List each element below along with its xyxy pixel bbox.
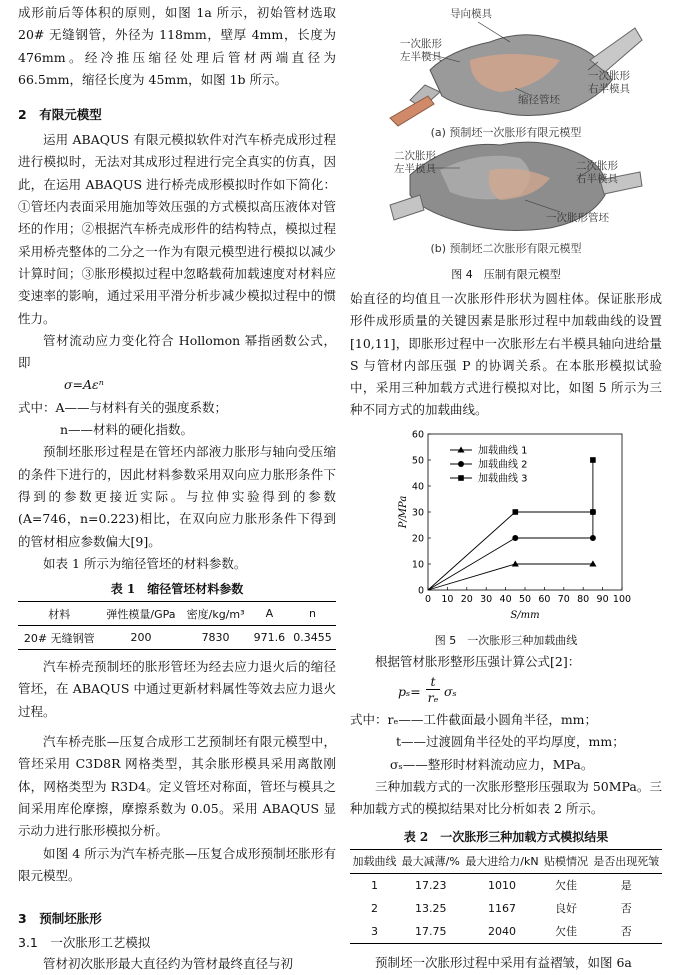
right-column <box>350 288 662 974</box>
legend-marker <box>458 475 464 481</box>
paragraph: 运用 ABAQUS 有限元模拟软件对汽车桥壳成形过程进行模拟时，无法对其成形过程进行完全真实的仿真，因此，在运用 ABAQUS 进行桥壳成形模拟时作如下简化：①管坯内表面采用施加等效压强的方式模拟高压液体对管坯的作用；②根据汽车桥壳成形件的结构特点，模拟过程采用桥壳整体的二分之一作为有限元模型进行模拟以减少计算时间；③胀形模拟过程中忽略载荷加载速度对材料应变速率的影响，通过采用平滑分析步减少模拟过程中的惯性力。 <box>18 132 336 326</box>
x-tick-label: 70 <box>557 593 570 605</box>
table-cell: 1 <box>371 878 378 892</box>
y-tick-label: 0 <box>417 585 424 597</box>
table-header-cell: 贴模情况 <box>541 849 590 873</box>
data-point <box>512 560 519 566</box>
x-tick-label: 60 <box>538 593 551 605</box>
x-tick-label: 30 <box>480 593 493 605</box>
table-1-caption: 表 1 缩径管坯材料参数 <box>110 582 244 597</box>
x-tick-label: 40 <box>499 593 512 605</box>
table-row <box>350 873 662 897</box>
formula-hollomon: σ=Aεⁿ <box>64 377 104 393</box>
y-tick-label: 50 <box>411 455 424 467</box>
paragraph: 如图 4 所示为汽车桥壳胀—压复合成形预制坯胀形有限元模型。 <box>18 845 336 883</box>
table-header-cell: 密度/kg/m³ <box>181 602 249 626</box>
data-point <box>512 535 518 541</box>
label-left-die-b: 二次胀形 左半模具 <box>394 150 436 175</box>
formula-note: t——过渡圆角半径处的平均厚度，mm； <box>396 734 625 750</box>
x-tick-label: 0 <box>424 593 432 605</box>
table-header-cell: n <box>289 602 336 626</box>
y-tick-label: 30 <box>411 507 424 519</box>
label-tube-a: 缩径管坯 <box>518 94 560 106</box>
table-cell: 13.25 <box>415 901 447 915</box>
formula-note: 式中：A——与材料有关的强度系数； <box>18 399 228 415</box>
table-header-cell: 最大进给力/kN <box>463 849 542 873</box>
formula-note: σₛ——整形时材料流动应力，MPa。 <box>390 756 594 772</box>
table-header-cell: 最大减薄/% <box>399 849 462 873</box>
table-row <box>350 897 662 920</box>
paragraph: 始直径的均值且一次胀形件形状为圆柱体。保证胀形成形件成形质量的关键因素是胀形过程中加载曲线的设置[10,11]，即胀形过程中一次胀形左右半模具轴向进给量 S 与管材内部压强 P 的协调关系。在本胀形模拟试验中，采用三种加载方式进行模拟对比，如图 5 所示为三种不同方式的加载曲线。 <box>350 291 662 418</box>
formula-denominator: rₑ <box>427 690 439 706</box>
paragraph: 三种加载方式的一次胀形整形压强取为 50MPa。三种加载方式的模拟结果对比分析如表 2 所示。 <box>350 778 662 817</box>
x-tick-label: 100 <box>612 593 632 605</box>
data-point <box>590 457 596 463</box>
table-header-cell: 是否出现死皱 <box>590 849 662 873</box>
formula-numerator: t <box>426 674 440 690</box>
x-tick-label: 10 <box>441 593 454 605</box>
table-cell: 17.23 <box>415 878 447 892</box>
formula-note: 式中：rₑ——工件截面最小圆角半径，mm； <box>350 712 598 728</box>
paragraph: 管材流动应力变化符合 Hollomon 幂指函数公式，即 <box>18 332 336 371</box>
paragraph: 根据管材胀形整形压强计算公式[2]： <box>375 653 581 669</box>
paragraph: 如表 1 所示为缩径管坯的材料参数。 <box>43 555 247 571</box>
figure-5-caption: 图 5 一次胀形三种加载曲线 <box>434 633 578 647</box>
formula-note: n——材料的硬化指数。 <box>60 422 194 438</box>
intro-paragraph: 成形前后等体积的原则，如图 1a 所示，初始管材选取 20# 无缝钢管，外径为 118mm，壁厚 4mm，长度为 476mm。经冷推压缩径处理后管材两端直径为 66.5mm，缩径长度为 45mm，如图 1b 所示。 <box>18 5 336 87</box>
table-cell: 0.3455 <box>289 626 336 650</box>
y-tick-label: 60 <box>411 429 424 441</box>
figure-4a-caption: (a) 预制坯一次胀形有限元模型 <box>430 126 582 139</box>
loading-curve-chart <box>350 428 662 626</box>
table-header-cell: 加载曲线 <box>350 849 399 873</box>
figure-4 <box>350 0 662 290</box>
table-2-caption: 表 2 一次胀形三种加载方式模拟结果 <box>403 829 609 844</box>
label-right-die-a: 一次胀形 右半模具 <box>588 70 630 95</box>
data-point <box>590 535 596 541</box>
table-cell: 17.75 <box>399 920 462 944</box>
y-tick-label: 10 <box>411 559 424 571</box>
legend-label: 加载曲线 3 <box>478 473 528 485</box>
y-tick-label: 20 <box>411 533 424 545</box>
legend-marker <box>458 461 464 467</box>
formula-rhs: σₛ <box>444 684 457 700</box>
table-2 <box>350 849 662 944</box>
section-2-heading: 2 有限元模型 <box>18 107 102 123</box>
table-cell: 2040 <box>463 920 542 944</box>
label-left-die-a: 一次胀形 左半模具 <box>400 38 442 63</box>
paragraph: 汽车桥壳预制坯的胀形管坯为经去应力退火后的缩径管坯，在 ABAQUS 中通过更新材料属性等效去应力退火过程。 <box>18 659 336 719</box>
left-column <box>18 0 336 975</box>
paragraph: 预制坯胀形过程是在管坯内部液力胀形与轴向受压缩的条件下进行的，因此材料参数采用双向应力胀形条件下得到的参数更接近实际。与拉伸实验得到的参数(A=746，n=0.223)相比，在双向应力胀形条件下得到的管材相应参数偏大[9]。 <box>18 444 336 549</box>
table-cell: 2 <box>371 901 378 915</box>
formula-lhs: pₛ= <box>398 684 421 700</box>
paragraph: 预制坯一次胀形过程中采用有益褶皱，如图 6a <box>375 954 632 970</box>
x-axis-label: S/mm <box>510 609 540 621</box>
paragraph: 管材初次胀形最大直径约为管材最终直径与初 <box>43 956 294 972</box>
table-cell: 1010 <box>487 878 516 892</box>
table-cell: 欠佳 <box>541 920 590 944</box>
data-point <box>589 560 596 566</box>
table-cell: 200 <box>101 626 182 650</box>
legend-marker <box>458 446 465 452</box>
table-row <box>350 920 662 944</box>
legend-label: 加载曲线 2 <box>478 459 528 471</box>
y-tick-label: 40 <box>411 481 424 493</box>
x-tick-label: 80 <box>577 593 590 605</box>
table-row <box>18 626 336 650</box>
table-cell: 否 <box>590 920 662 944</box>
series-line <box>428 512 593 590</box>
figure-4-caption: 图 4 压制有限元模型 <box>451 268 561 281</box>
table-cell: 7830 <box>181 626 249 650</box>
legend-label: 加载曲线 1 <box>478 445 528 457</box>
data-point <box>590 509 596 515</box>
table-cell: 欠佳 <box>554 879 577 893</box>
paragraph: 汽车桥壳胀—压复合成形工艺预制坯有限元模型中，管坯采用 C3D8R 网格类型，其余胀形模具采用离散刚体，网格类型为 R3D4。定义管坯对称面，管坯与模具之间采用库伦摩擦，摩擦系数为 0.05。采用 ABAQUS 显示动力进行胀形模拟分析。 <box>18 734 336 839</box>
y-axis-label: P/MPa <box>398 495 409 529</box>
x-tick-label: 90 <box>596 593 609 605</box>
table-header-cell: A <box>250 602 289 626</box>
section-3-1-heading: 3.1 一次胀形工艺模拟 <box>18 935 151 951</box>
data-point <box>513 509 519 515</box>
table-cell: 是 <box>620 879 632 893</box>
label-tube-b: 一次胀形管坯 <box>546 212 609 224</box>
table-cell: 否 <box>620 902 632 916</box>
table-header-cell: 弹性模量/GPa <box>101 602 182 626</box>
table-1 <box>18 601 336 650</box>
table-cell: 20# 无缝钢管 <box>18 626 101 650</box>
table-cell: 971.6 <box>250 626 289 650</box>
table-cell: 良好 <box>554 902 577 916</box>
x-tick-label: 50 <box>518 593 532 605</box>
table-cell: 3 <box>350 920 399 944</box>
formula-pressure <box>350 673 662 709</box>
label-right-die-b: 二次胀形 右半模具 <box>576 160 618 185</box>
section-3-heading: 3 预制坯胀形 <box>18 911 102 927</box>
x-tick-label: 20 <box>460 593 473 605</box>
table-cell: 1167 <box>487 901 516 915</box>
label-guide-die: 导向模具 <box>450 8 492 20</box>
table-header-cell: 材料 <box>18 602 101 626</box>
figure-4b-caption: (b) 预制坯二次胀形有限元模型 <box>430 242 582 255</box>
